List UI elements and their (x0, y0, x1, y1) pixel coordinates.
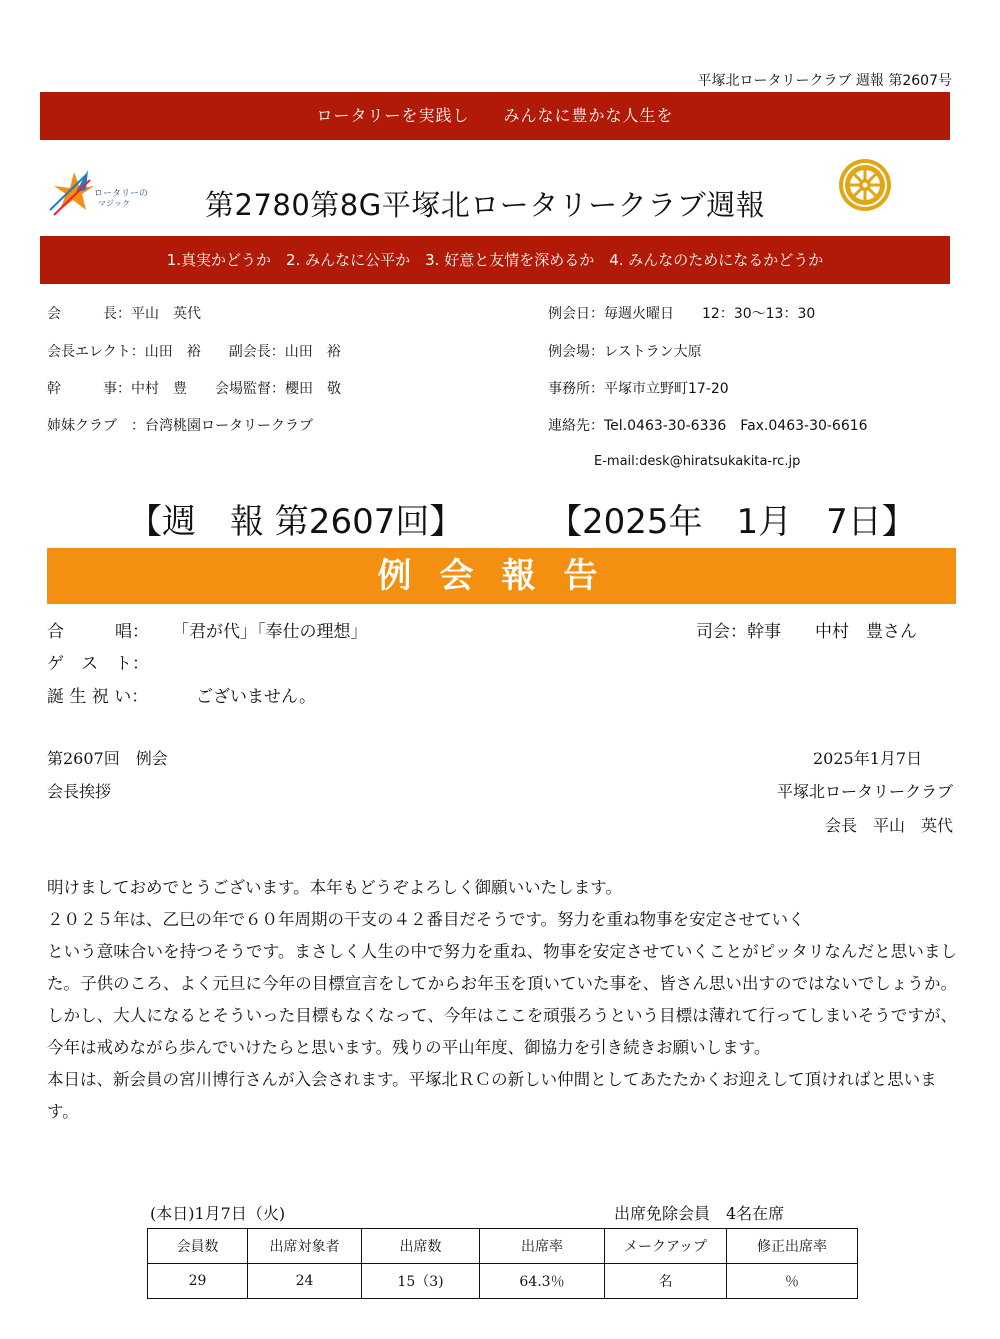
table-header-cell: 修正出席率 (727, 1229, 858, 1264)
chorus-label: 合 唱： (47, 622, 149, 642)
office-address: 事務所：平塚市立野町17-20 (548, 381, 729, 397)
table-cell: 29 (148, 1264, 248, 1299)
logo-text-2: マジック (98, 199, 130, 208)
officer-president: 会 長：平山 英代 (47, 306, 201, 322)
logo-text-1: ロータリーの (94, 189, 149, 199)
attendance-table (147, 1228, 858, 1299)
rotary-wheel-icon (836, 156, 894, 214)
rotary-magic-logo (46, 160, 156, 220)
officer-elect: 会長エレクト：山田 裕 副会長：山田 裕 (47, 344, 341, 360)
mc-label: 司会：幹事 中村 豊さん (696, 622, 917, 642)
table-row (148, 1264, 858, 1299)
birthday-label: 誕 生 祝 い： (47, 687, 149, 707)
greeting-paragraph: という意味合いを持つそうです。まさしく人生の中で努力を重ね、物事を安定させていくことがピッタリなんだと思いました。子供のころ、よく元旦に今年の目標宣言をしてからお年玉を頂いていた事を、皆さん思い出すのではないでしょうか。しかし、大人になるとそういった目標もなくなって、今年はここを頑張ろうという目標は薄れて行ってしまいそうですが、今年は戒めながら歩んでいけたらと思います。残りの平山年度、御協力を引き続きお願いします。 (47, 942, 957, 1057)
attendance-exempt: 出席免除会員 4名在席 (614, 1204, 785, 1223)
table-cell: 名 (605, 1264, 727, 1299)
four-way-test-banner: 1.真実かどうか 2. みんなに公平か 3. 好意と友情を深めるか 4. みんなのためになるかどうか (40, 236, 950, 284)
table-header-cell: メークアップ (605, 1229, 727, 1264)
greeting-paragraph: 明けましておめでとうございます。本年もどうぞよろしく御願いいたします。 (47, 878, 622, 897)
officer-secretary: 幹 事：中村 豊 会場監督：櫻田 敬 (47, 381, 341, 397)
report-title-bar: 例会報告 (47, 548, 956, 604)
meeting-place: 例会場：レストラン大原 (548, 344, 702, 360)
table-header-cell: 会員数 (148, 1229, 248, 1264)
meeting-day: 例会日：毎週火曜日 12：30〜13：30 (548, 306, 816, 322)
bulletin-title: 第2780第8G平塚北ロータリークラブ週報 (205, 188, 766, 222)
table-header-cell: 出席対象者 (248, 1229, 362, 1264)
issue-heading: 【週 報 第2607回】 (128, 502, 464, 542)
greeting-paragraph: ２０２５年は、乙巳の年で６０年周期の干支の４２番目だそうです。努力を重ね物事を安定させていく (47, 910, 805, 929)
meeting-number: 第2607回 例会 (47, 749, 168, 768)
table-cell: ％ (727, 1264, 858, 1299)
sister-club: 姉妹クラブ ：台湾桃園ロータリークラブ (47, 418, 313, 434)
contact-phone: 連絡先：Tel.0463-30-6336 Fax.0463-30-6616 (548, 418, 868, 434)
table-header-row (148, 1229, 858, 1264)
motto-banner: ロータリーを実践し みんなに豊かな人生を (40, 92, 950, 140)
greeting-president: 会長 平山 英代 (824, 816, 953, 835)
greeting-body (47, 872, 957, 1128)
chorus-value: 「君が代」「奉仕の理想」 (172, 622, 368, 642)
attendance-date: (本日)1月7日（火) (150, 1204, 286, 1223)
contact-email: E-mail:desk@hiratsukakita-rc.jp (594, 454, 801, 469)
table-cell: 64.3％ (480, 1264, 605, 1299)
greeting-date: 2025年1月7日 (813, 749, 923, 768)
date-heading: 【2025年 1月 7日】 (548, 502, 916, 542)
table-header-cell: 出席率 (480, 1229, 605, 1264)
table-cell: 24 (248, 1264, 362, 1299)
guest-label: ゲ ス ト： (47, 654, 149, 674)
table-header-cell: 出席数 (362, 1229, 480, 1264)
greeting-club: 平塚北ロータリークラブ (776, 782, 953, 801)
greeting-subject: 会長挨拶 (47, 782, 112, 801)
greeting-paragraph: 本日は、新会員の宮川博行さんが入会されます。平塚北ＲＣの新しい仲間としてあたたかくお迎えして頂ければと思います。 (47, 1070, 937, 1121)
birthday-value: ございません。 (196, 687, 317, 707)
issue-number-label: 平塚北ロータリークラブ 週報 第2607号 (697, 73, 952, 89)
table-cell: 15（3) (362, 1264, 480, 1299)
